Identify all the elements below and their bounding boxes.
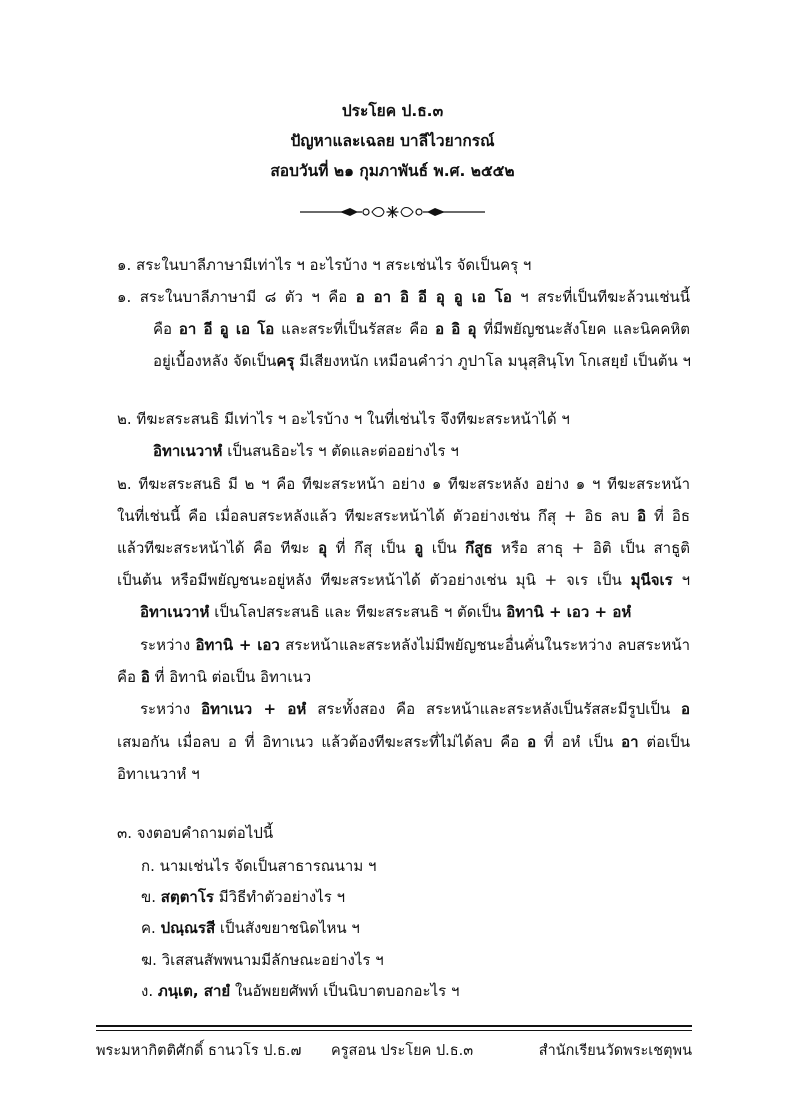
text-run: ในอัพยยศัพท์ เป็นนิบาตบอกอะไร ฯ bbox=[230, 982, 460, 1000]
bold-term: อิ bbox=[140, 668, 150, 686]
sub-question-item bbox=[141, 917, 360, 939]
bold-term: อิทาเนวาหํ bbox=[153, 442, 223, 460]
footer-author: พระมหากิตติศักดิ์ ธานวโร ป.ธ.๗ bbox=[96, 1043, 302, 1059]
text-run: คือ bbox=[117, 668, 141, 686]
answer-2-line bbox=[140, 601, 631, 623]
ornament-divider-icon bbox=[300, 204, 485, 220]
text-run: มีวิธีทำตัวอย่างไร ฯ bbox=[213, 888, 346, 906]
text-run: ที่ อิทานิ ต่อเป็น อิทาเนว bbox=[149, 668, 312, 686]
answer-2-line bbox=[117, 569, 690, 591]
text-run: อยู่เบื้องหลัง จัดเป็น bbox=[153, 352, 277, 370]
text-run: เป็นโลปสระสนธิ และ ทีฆะสระสนธิ ฯ ตัดเป็น bbox=[209, 603, 507, 621]
answer-2-line bbox=[117, 731, 690, 753]
bold-term: ปณฺณรสี bbox=[160, 919, 216, 937]
header-subject: ปัญหาและเฉลย บาลีไวยากรณ์ bbox=[290, 132, 495, 150]
text-run: ที่มีพยัญชนะสังโยค และนิคคหิต bbox=[476, 320, 691, 338]
answer-2-line bbox=[117, 473, 690, 495]
answer-1-line bbox=[153, 318, 690, 340]
text-run: ฯ สระที่เป็นทีฆะล้วนเช่นนี้ bbox=[511, 288, 691, 306]
question-3-text bbox=[117, 822, 273, 844]
answer-2-line bbox=[117, 763, 200, 785]
text-run: ที่ อิธ bbox=[646, 507, 690, 525]
text-run: คือ bbox=[153, 320, 179, 338]
footer-rule-thin bbox=[96, 1030, 692, 1031]
text-run: เป็น bbox=[423, 539, 466, 557]
footer-rule bbox=[96, 1025, 692, 1027]
text-run: เป็นสนธิอะไร ฯ ตัดและต่ออย่างไร ฯ bbox=[222, 442, 459, 460]
sub-question-item bbox=[141, 886, 345, 908]
bold-term: อู bbox=[414, 539, 424, 557]
text-run: ข. bbox=[141, 888, 161, 906]
text-run: อิทาเนวาหํ ฯ bbox=[117, 765, 200, 783]
text-run: ต่อเป็น bbox=[638, 733, 691, 751]
sub-question-item bbox=[141, 949, 384, 971]
text-run: สระทั้งสอง คือ สระหน้าและสระหลังเป็นรัสสะมีรูปเป็น bbox=[306, 700, 681, 718]
bold-term: อุ bbox=[318, 539, 328, 557]
text-run: ก. นามเช่นไร จัดเป็นสาธารณนาม ฯ bbox=[141, 857, 377, 875]
text-run: หรือ สาธุ + อิติ เป็น สาธูติ bbox=[492, 539, 690, 557]
text-run: ๒. ทีฆะสระสนธิ มีเท่าไร ฯ อะไรบ้าง ฯ ในที่เช่นไร จึงทีฆะสระหน้าได้ ฯ bbox=[117, 410, 570, 428]
answer-2-line bbox=[140, 634, 690, 656]
text-run: ๑. สระในบาลีภาษามี ๘ ตัว ฯ คือ bbox=[117, 288, 356, 306]
answer-1-line bbox=[153, 350, 691, 372]
footer-institution: สำนักเรียนวัดพระเชตุพน bbox=[538, 1043, 692, 1059]
text-run: ฆ. วิเสสนสัพพนามมีลักษณะอย่างไร ฯ bbox=[141, 951, 384, 969]
answer-2-line bbox=[117, 666, 311, 688]
bold-term: อา อี อู เอ โอ bbox=[178, 320, 275, 338]
question-1-text bbox=[117, 254, 531, 276]
bold-term: อิทาเนวาหํ bbox=[140, 603, 210, 621]
text-run: ๑. สระในบาลีภาษามีเท่าไร ฯ อะไรบ้าง ฯ สระเช่นไร จัดเป็นครุ ฯ bbox=[117, 256, 532, 274]
bold-term: อ bbox=[680, 700, 690, 718]
bold-term: กึสูธ bbox=[465, 539, 493, 557]
bold-term: อ อา อิ อี อุ อู เอ โอ bbox=[355, 288, 512, 306]
text-run: ในที่เช่นนี้ คือ เมื่อลบสระหลังแล้ว ทีฆะสระหน้าได้ ตัวอย่างเช่น กึสุ + อิธ ลบ bbox=[117, 507, 638, 525]
footer-course: ครูสอน ประโยค ป.ธ.๓ bbox=[331, 1043, 474, 1059]
text-run: ๓. จงตอบคำถามต่อไปนี้ bbox=[117, 824, 274, 842]
text-run: ง. bbox=[141, 982, 158, 1000]
answer-2-line bbox=[117, 537, 690, 559]
bold-term: อิทานิ + เอว bbox=[195, 636, 280, 654]
text-run: ที่ กึสุ เป็น bbox=[327, 539, 415, 557]
text-run: มีเสียงหนัก เหมือนคำว่า ภูปาโล มนุสฺสินฺโท โกเสยฺยํ เป็นต้น ฯ bbox=[294, 352, 691, 370]
header-level: ประโยค ป.ธ.๓ bbox=[341, 102, 444, 120]
bold-term: อ อิ อุ bbox=[435, 320, 477, 338]
text-run: ระหว่าง bbox=[140, 700, 202, 718]
bold-term: มุนีจเร bbox=[630, 571, 673, 589]
text-run: ระหว่าง bbox=[140, 636, 196, 654]
text-run: ค. bbox=[141, 919, 161, 937]
bold-term: อ bbox=[527, 733, 537, 751]
bold-term: อา bbox=[621, 733, 639, 751]
bold-term: อิ bbox=[637, 507, 647, 525]
bold-term: ครุ bbox=[276, 352, 295, 370]
answer-1-line bbox=[117, 286, 690, 308]
text-run: แล้วทีฆะสระหน้าได้ คือ ทีฆะ bbox=[117, 539, 319, 557]
answer-2-line bbox=[140, 698, 690, 720]
answer-2-line bbox=[117, 505, 690, 527]
text-run: เป็นสังขยาชนิดไหน ฯ bbox=[215, 919, 360, 937]
text-run: ฯ bbox=[672, 571, 690, 589]
header-exam-date: สอบวันที่ ๒๑ กุมภาพันธ์ พ.ศ. ๒๕๕๒ bbox=[270, 162, 515, 180]
bold-term: ภนฺเต, สายํ bbox=[157, 982, 231, 1000]
text-run: เสมอกัน เมื่อลบ อ ที่ อิทาเนว แล้วต้องทีฆะสระที่ไม่ได้ลบ คือ bbox=[117, 733, 528, 751]
sub-question-item bbox=[141, 855, 376, 877]
sub-question-item bbox=[141, 980, 459, 1002]
question-2-line bbox=[153, 440, 459, 462]
text-run: เป็นต้น หรือมีพยัญชนะอยู่หลัง ทีฆะสระหน้าได้ ตัวอย่างเช่น มุนิ + จเร เป็น bbox=[117, 571, 631, 589]
text-run: และสระที่เป็นรัสสะ คือ bbox=[274, 320, 436, 338]
bold-term: อิทาเนว + อหํ bbox=[201, 700, 307, 718]
bold-term: สตฺตาโร bbox=[160, 888, 214, 906]
text-run: สระหน้าและสระหลังไม่มีพยัญชนะอื่นคั่นในระหว่าง ลบสระหน้า bbox=[279, 636, 690, 654]
text-run: ที่ อหํ เป็น bbox=[536, 733, 622, 751]
text-run: ๒. ทีฆะสระสนธิ มี ๒ ฯ คือ ทีฆะสระหน้า อย่าง ๑ ทีฆะสระหลัง อย่าง ๑ ฯ ทีฆะสระหน้า bbox=[117, 475, 690, 493]
question-2-line bbox=[117, 408, 570, 430]
bold-term: อิทานิ + เอว + อหํ bbox=[506, 603, 632, 621]
